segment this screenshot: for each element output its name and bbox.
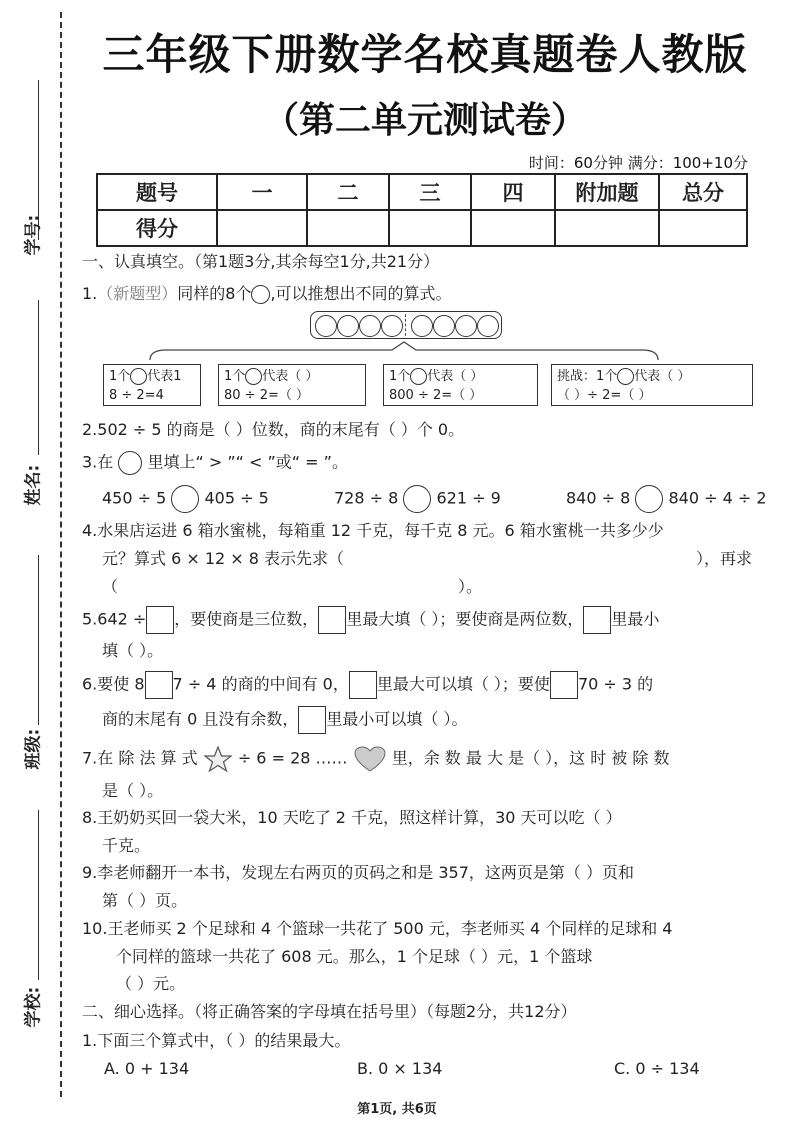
option-c: C. 0 ÷ 134 xyxy=(614,1059,700,1078)
question-7-line-2: 是（ ）。 xyxy=(102,781,164,800)
question-number: 3. xyxy=(82,452,98,472)
question-text: 同样的8个 xyxy=(177,284,252,303)
question-text: 元？算式 6 × 12 × 8 表示先求（ xyxy=(102,549,345,568)
score-table-header: 三 xyxy=(389,174,471,210)
score-cell[interactable] xyxy=(307,210,389,246)
question-text: ）。 xyxy=(457,577,482,596)
answer-box[interactable] xyxy=(146,606,174,634)
question-number: 5. xyxy=(82,609,98,629)
question-number: 7. xyxy=(82,748,98,768)
score-cell[interactable] xyxy=(471,210,555,246)
score-cell[interactable] xyxy=(555,210,659,246)
question-text: 里最小 xyxy=(611,609,660,629)
question-2 xyxy=(82,419,464,441)
compare-2 xyxy=(334,485,501,513)
question-number: 10. xyxy=(82,919,108,938)
expression: 840 ÷ 4 ÷ 2 xyxy=(668,488,767,508)
question-10-line-2: 个同样的篮球一共花了 608 元。那么，1 个足球（ ）元，1 个篮球 xyxy=(116,947,593,966)
score-table xyxy=(96,173,748,247)
circle-icon xyxy=(118,451,142,475)
bead-divider xyxy=(405,314,406,336)
question-text: ），再求 xyxy=(695,549,752,568)
question-text: 里最大可以填（ ）；要使 xyxy=(376,674,550,694)
score-table-header: 总分 xyxy=(659,174,747,210)
question-text: 下面三个算式中，（ ）的结果最大。 xyxy=(97,1031,351,1050)
question-5 xyxy=(82,606,659,634)
compare-1 xyxy=(102,485,269,513)
class-label: 班级: xyxy=(23,728,44,770)
school-line xyxy=(38,810,39,980)
binding-dashed-line xyxy=(60,12,62,1097)
expression: 450 ÷ 5 xyxy=(102,488,167,508)
class-line xyxy=(38,555,39,725)
school-label: 学校: xyxy=(23,986,44,1028)
question-9 xyxy=(82,862,634,884)
circle-icon xyxy=(251,285,270,304)
score-table-header: 四 xyxy=(471,174,555,210)
question-text: 商的末尾有 0 且没有余数， xyxy=(102,709,299,729)
question-1 xyxy=(82,283,452,305)
bead-icon xyxy=(411,315,433,337)
score-cell[interactable] xyxy=(659,210,747,246)
compare-circle[interactable] xyxy=(171,485,199,513)
question-number: 2. xyxy=(82,420,98,439)
question-tag: （新题型） xyxy=(97,284,178,303)
question-number: 1. xyxy=(82,1031,98,1050)
question-6 xyxy=(82,671,653,699)
card-text: 8 ÷ 2=4 xyxy=(109,388,164,403)
name-line xyxy=(38,300,39,455)
star-icon xyxy=(203,745,233,773)
question-number: 9. xyxy=(82,863,98,882)
bead-icon xyxy=(337,315,359,337)
card-text: 1个 xyxy=(224,369,246,384)
equation-card xyxy=(551,364,753,406)
question-text: 王老师买 2 个足球和 4 个篮球一共花了 500 元，李老师买 4 个同样的足球和 4 xyxy=(107,919,673,938)
heart-icon xyxy=(353,745,387,773)
card-text: 挑战：1个 xyxy=(557,369,618,384)
option-b: B. 0 × 134 xyxy=(357,1059,443,1078)
question-text: 里最小可以填（ ）。 xyxy=(326,709,468,729)
question-text: 7 ÷ 4 的商的中间有 0， xyxy=(172,674,349,694)
bead-icon xyxy=(455,315,477,337)
expression: 405 ÷ 5 xyxy=(204,488,269,508)
card-text: 800 ÷ 2=（ ） xyxy=(389,388,483,403)
question-5-line-2: 填（ ）。 xyxy=(102,641,164,660)
answer-box[interactable] xyxy=(583,606,611,634)
section-2-title: 二、细心选择。（将正确答案的字母填在括号里）（每题2分，共12分） xyxy=(82,1002,577,1021)
question-4 xyxy=(82,520,664,542)
exam-meta: 时间：60分钟 满分：100+10分 xyxy=(528,154,748,172)
name-label: 姓名: xyxy=(23,464,44,506)
question-text: 水果店运进 6 箱水蜜桃，每箱重 12 千克，每千克 8 元。6 箱水蜜桃一共多少少 xyxy=(97,521,664,540)
compare-circle[interactable] xyxy=(403,485,431,513)
card-text: 代表（ ） xyxy=(427,369,484,384)
question-10 xyxy=(82,918,673,940)
equation-card xyxy=(218,364,366,406)
answer-box[interactable] xyxy=(298,706,326,734)
card-text: 代表（ ） xyxy=(634,369,691,384)
question-number: 4. xyxy=(82,521,98,540)
question-10-line-3: （ ）元。 xyxy=(116,974,186,993)
question-text: 王奶奶买回一袋大米，10 天吃了 2 千克，照这样计算，30 天可以吃（ ） xyxy=(97,808,622,827)
brace-icon xyxy=(146,340,666,364)
score-table-header: 二 xyxy=(307,174,389,210)
question-7 xyxy=(82,745,669,773)
answer-box[interactable] xyxy=(145,671,173,699)
option-a: A. 0 + 134 xyxy=(104,1059,190,1078)
compare-3 xyxy=(566,485,767,513)
answer-box[interactable] xyxy=(318,606,346,634)
card-text: 1个 xyxy=(389,369,411,384)
circle-icon xyxy=(130,368,147,385)
question-text: 502 ÷ 5 的商是（ ）位数，商的末尾有（ ）个 0。 xyxy=(97,420,465,439)
question-text: 要使 8 xyxy=(97,674,145,694)
answer-box[interactable] xyxy=(550,671,578,699)
question-number: 6. xyxy=(82,674,98,694)
circle-icon xyxy=(245,368,262,385)
bead-frame xyxy=(310,311,502,339)
card-text: （ ）÷ 2=（ ） xyxy=(557,388,652,403)
card-text: 代表1 xyxy=(147,369,182,384)
question-text: 在 除 法 算 式 xyxy=(97,748,198,768)
question-8 xyxy=(82,807,622,829)
bead-icon xyxy=(359,315,381,337)
score-table-score-row xyxy=(97,210,747,246)
page-footer: 第1页, 共6页 xyxy=(357,1102,437,1117)
card-text: 代表（ ） xyxy=(262,369,319,384)
question-text: ，要使商是三位数， xyxy=(174,609,319,629)
equation-card xyxy=(103,364,201,406)
expression: 728 ÷ 8 xyxy=(334,488,399,508)
expression: 840 ÷ 8 xyxy=(566,488,631,508)
question-text: ÷ 6 = 28 …… xyxy=(237,748,348,768)
card-text: 80 ÷ 2=（ ） xyxy=(224,388,309,403)
question-text: 70 ÷ 3 的 xyxy=(577,674,654,694)
score-cell[interactable] xyxy=(389,210,471,246)
question-text: 里，余 数 最 大 是（ ），这 时 被 除 数 xyxy=(391,748,670,768)
bead-icon xyxy=(433,315,455,337)
section-1-title: 一、认真填空。（第1题3分,其余每空1分,共21分） xyxy=(82,252,440,271)
expression: 621 ÷ 9 xyxy=(436,488,501,508)
question-number: 8. xyxy=(82,808,98,827)
question-9-line-2: 第（ ）页。 xyxy=(102,891,188,910)
score-table-header: 附加题 xyxy=(555,174,659,210)
compare-circle[interactable] xyxy=(635,485,663,513)
score-table-header: 题号 xyxy=(97,174,217,210)
question-3 xyxy=(82,451,348,475)
question-text: 里填上“ > ”“ < ”或“ = ”。 xyxy=(147,452,348,472)
section-2-question-1 xyxy=(82,1030,350,1052)
circle-icon xyxy=(410,368,427,385)
page-subtitle: （第二单元测试卷） xyxy=(262,100,587,141)
score-cell[interactable] xyxy=(217,210,307,246)
bead-icon xyxy=(381,315,403,337)
circle-icon xyxy=(617,368,634,385)
equation-card xyxy=(383,364,538,406)
question-6-line-2 xyxy=(102,706,467,734)
question-number: 1. xyxy=(82,284,98,303)
question-text: 642 ÷ xyxy=(97,609,147,629)
score-row-label: 得分 xyxy=(97,210,217,246)
page-title: 三年级下册数学名校真题卷人教版 xyxy=(102,30,748,79)
card-text: 1个 xyxy=(109,369,131,384)
question-text: （ xyxy=(102,577,119,596)
student-number-label: 学号: xyxy=(23,214,44,256)
score-table-header-row xyxy=(97,174,747,210)
score-table-header: 一 xyxy=(217,174,307,210)
question-text: 在 xyxy=(97,452,114,472)
question-4-line-2 xyxy=(102,548,752,570)
question-4-line-3 xyxy=(102,576,482,598)
question-text: 李老师翻开一本书，发现左右两页的页码之和是 357，这两页是第（ ）页和 xyxy=(97,863,634,882)
bead-icon xyxy=(315,315,337,337)
question-text: 里最大填（ ）；要使商是两位数， xyxy=(346,609,584,629)
answer-box[interactable] xyxy=(349,671,377,699)
bead-icon xyxy=(477,315,499,337)
question-text: ,可以推想出不同的算式。 xyxy=(270,284,452,303)
question-8-line-2: 千克。 xyxy=(102,836,151,855)
